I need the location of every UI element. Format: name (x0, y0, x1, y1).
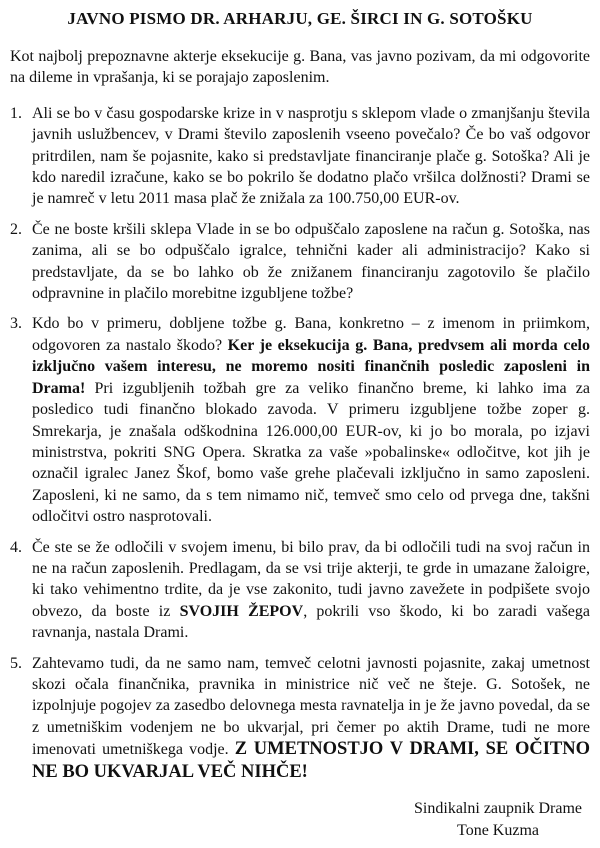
body-text: Zahtevamo tudi, da ne samo nam, temveč celotni javnosti pojasnite, zakaj umetnost skozi očala finančnika, pravnika in ministrice nič več ne šteje. G. Sotošek, ne izpolnjuje pogojev za zasedbo delovnega mesta ravnatelja in je že javno povedal, da se z umetniškim vodenjem ne bo ukvarjal, pri čemer po aktih Drame, tudi ne more imenovati umetniškega vodje. (32, 654, 590, 759)
list-item-text (32, 653, 590, 785)
list-item (10, 537, 590, 644)
list-item-text (32, 103, 590, 210)
signature-role: Sindikalni zaupnik Drame (414, 800, 582, 818)
list-item-number: 3. (10, 315, 22, 333)
list-item-text (32, 313, 590, 527)
list-item-number: 4. (10, 538, 22, 556)
letter-intro: Kot najbolj prepoznavne akterje eksekucije g. Bana, vas javno pozivam, da mi odgovorite na dileme in vprašanja, ki se porajajo zaposlenim. (10, 48, 590, 87)
emphasized-text: SVOJIH ŽEPOV (179, 602, 304, 620)
emphasized-text: Z UMETNOSTJO V DRAMI, SE OČITNO NE BO UKVARJAL VEČ NIHČE! (32, 739, 590, 783)
body-text: , pokrili vso škodo, ki bo zaradi vašega ravnanja, nastala Drami. (32, 602, 591, 642)
list-item-number: 5. (10, 654, 22, 672)
question-list (10, 103, 590, 784)
body-text: Pri izgubljenih tožbah gre za veliko finančno breme, ki lahko ima za posledico tudi finančno blokado zavoda. V primeru izgubljene tožbe zoper g. Smrekarja, je znašala odškodnina 126.000,00 EUR-ov, ki jo bo morala, po izjavi ministrstva, pokriti SNG Opera. Skratka za vaše »pobalinske« odločitve, kot jih je označil igralec Janez Škof, bomo vaše grehe plačevali izključno in samo zaposleni. Zaposleni, ki ne samo, da s tem nimamo nič, temveč smo celo od prvega dne, takšni odločitvi ostro nasprotovali. (32, 379, 590, 526)
signature-name: Tone Kuzma (457, 821, 539, 839)
list-item (10, 103, 590, 210)
letter-title: JAVNO PISMO DR. ARHARJU, GE. ŠIRCI IN G. SOTOŠKU (67, 9, 533, 28)
list-item-number: 1. (10, 104, 22, 122)
list-item-text (32, 537, 590, 644)
list-item (10, 313, 590, 527)
body-text: Kdo bo v primeru, dobljene tožbe g. Bana, konkretno – z imenom in priimkom, odgovoren za nastalo škodo? (32, 315, 590, 354)
body-text: Ali se bo v času gospodarske krize in v nasprotju s sklepom vlade o zmanjšanju števila javnih uslužbencev, v Drami število zaposlenih vseeno povečalo? Če bo vaš odgovor pritrdilen, nam še pojasnite, kako si predstavljate financiranje plače g. Sotoška? Ali je kdo naredil izračune, kako se bo pokrilo še dodatno plačo vršilca dolžnosti? Drami se je namreč v letu 2011 masa plač že znižala za 100.750,00 EUR-ov. (32, 104, 590, 208)
signature-block (414, 798, 582, 841)
list-item-number: 2. (10, 220, 22, 238)
list-item-text (32, 219, 590, 305)
body-text: Če ne boste kršili sklepa Vlade in se bo odpuščalo zaposlene na račun g. Sotoška, nas zanima, ali se bo odpuščalo igralce, tehnični kader ali administracijo? Kako si predstavljate, da se bo lahko ob že znižanem financiranju zagotovilo še plačilo odpravnine in plačilo morebitne izgubljene tožbe? (32, 220, 590, 303)
list-item (10, 219, 590, 305)
list-item (10, 653, 590, 785)
emphasized-text: Ker je eksekucija g. Bana, predvsem ali morda celo izključno vašem interesu, ne moremo nositi finančnih posledic zaposleni in Drama! (32, 336, 590, 397)
body-text: Če ste se že odločili v svojem imenu, bi bilo prav, da bi odločili tudi na svoj račun in ne na račun zaposlenih. Predlagam, da se vsi trije akterji, te grde in umazane žaloigre, ki tako vehimentno trdite, da je vse zakonito, tudi javno zavežete in podpišete svojo obvezo, da boste iz (32, 538, 590, 620)
